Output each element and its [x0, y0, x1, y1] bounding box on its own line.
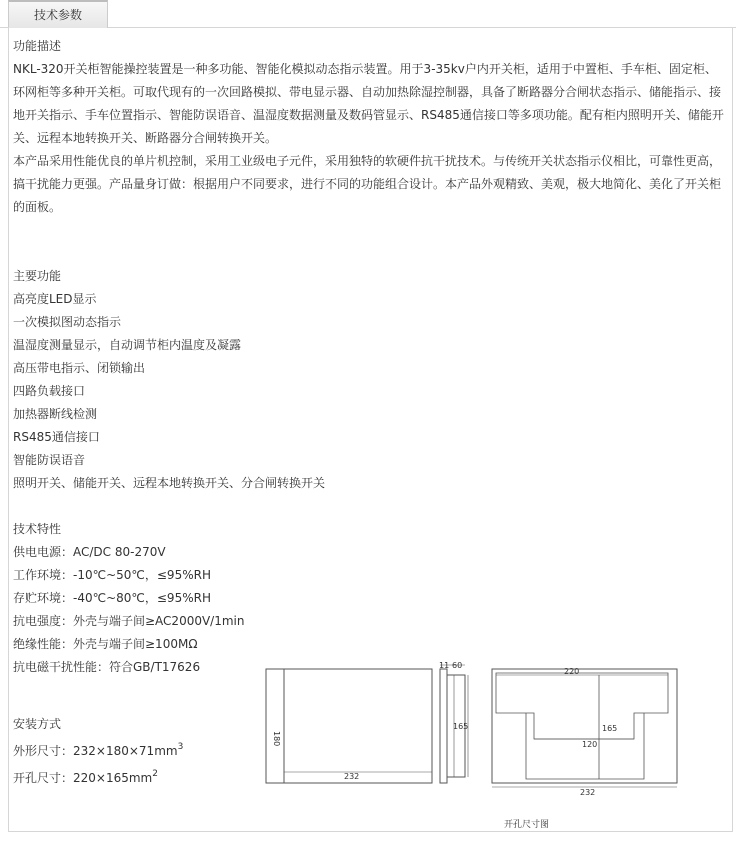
function-item: 照明开关、储能开关、远程本地转换开关、分合闸转换开关	[13, 476, 326, 490]
function-item: 四路负载接口	[13, 384, 86, 398]
function-item: 温湿度测量显示，自动调节柜内温度及凝露	[13, 338, 242, 352]
spec-item: 绝缘性能：外壳与端子间≥100MΩ	[13, 637, 198, 651]
spec-item: 抗电强度：外壳与端子间≥AC2000V/1min	[13, 614, 245, 628]
dim-front-height: 180	[272, 731, 281, 747]
function-item: 一次模拟图动态指示	[13, 315, 122, 329]
dim-cut-bottom: 232	[580, 788, 596, 797]
cutout-size: 开孔尺寸：$220\times 165mm^2$	[13, 769, 158, 785]
function-item: 加热器断线检测	[13, 407, 98, 421]
content-panel	[8, 27, 733, 832]
spec-item: 工作环境：-10℃~50℃，≤95%RH	[13, 568, 211, 582]
dim-side-b: 60	[452, 661, 463, 670]
function-item: 高亮度LED显示	[13, 292, 97, 306]
install-section	[13, 711, 183, 792]
description-paragraph-2: 本产品采用性能优良的单片机控制，采用工业级电子元件，采用独特的软硬件抗干扰技术。与传统开关状态指示仪相比，可靠性更高，搞干扰能力更强。产品量身订做：根据用户不同要求，进行不同的功能组合设计。本产品外观精致、美观，极大地简化、美化了开关柜的面板。	[13, 154, 722, 214]
dim-cut-height: 165	[602, 724, 618, 733]
drawing-caption: 开孔尺寸图	[504, 820, 550, 830]
section-heading-specs: 技术特性	[13, 522, 62, 536]
dim-cut-top: 220	[564, 667, 580, 676]
spec-item: 供电电源：AC/DC 80-270V	[13, 545, 166, 559]
outline-size: 外形尺寸：$232\times 180\times 71mm^3$	[13, 742, 184, 758]
dimension-drawing	[264, 661, 684, 831]
function-item: RS485通信接口	[13, 430, 100, 444]
tab-bar	[0, 0, 736, 28]
section-heading-install: 安装方式	[13, 717, 62, 731]
dim-side-a: 11	[439, 661, 450, 670]
front-view-outline	[266, 669, 432, 783]
dim-side-height: 165	[453, 722, 469, 731]
spec-item: 存贮环境：-40℃~80℃，≤95%RH	[13, 591, 211, 605]
cutout-view-outline	[492, 669, 677, 783]
dim-cut-inner: 120	[582, 740, 598, 749]
spec-item: 抗电磁干扰性能：符合GB/T17626	[13, 660, 201, 674]
tab-tech-params[interactable]: 技术参数	[8, 0, 108, 28]
section-heading-functions: 主要功能	[13, 269, 62, 283]
dim-front-width: 232	[344, 772, 360, 781]
function-item: 高压带电指示、闭锁输出	[13, 361, 146, 375]
section-heading-description: 功能描述	[13, 39, 62, 53]
function-item: 智能防误语音	[13, 453, 86, 467]
description-paragraph-1: NKL-320开关柜智能操控装置是一种多功能、智能化模拟动态指示装置。用于3-35kv户内开关柜，适用于中置柜、手车柜、固定柜、环网柜等多种开关柜。可取代现有的一次回路模拟、带电显示器、自动加热除湿控制器，具备了断路器分合闸状态指示、储能指示、接地开关指示、手车位置指示、智能防误语音、温湿度数据测量及数码管显示、RS485通信接口等多项功能。配有柜内照明开关、储能开关、远程本地转换开关、断路器分合闸转换开关。	[13, 62, 724, 145]
content-body	[13, 35, 727, 679]
